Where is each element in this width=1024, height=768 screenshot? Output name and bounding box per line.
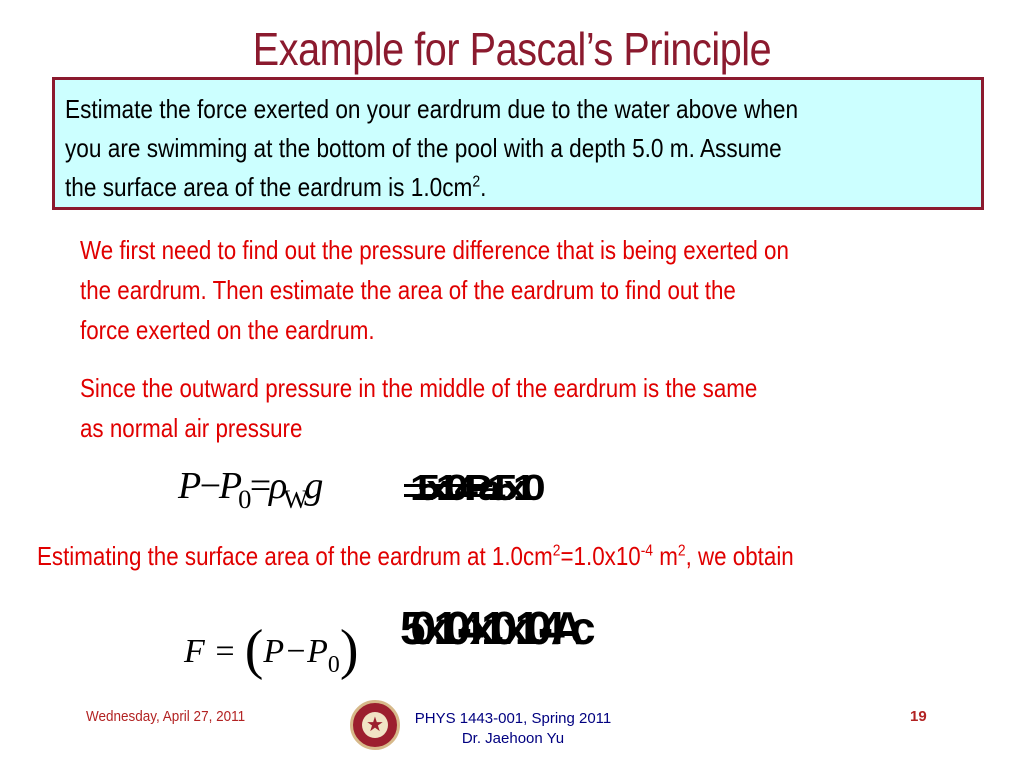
eq2-minus: − <box>284 633 308 670</box>
problem-line-3 <box>65 168 970 207</box>
eq1-minus: − <box>197 465 219 507</box>
estimate-sup-1: 2 <box>552 541 561 560</box>
explanation-p1-line-3: force exerted on the eardrum. <box>80 315 375 345</box>
eardrum-area-estimate <box>37 536 983 576</box>
estimate-sup-3: 2 <box>677 541 686 560</box>
estimate-text-d: , we obtain <box>685 541 794 571</box>
eq1-garbled-result: 1.5x104Pa1.5x10 <box>410 472 532 504</box>
eq1-g: g <box>304 465 320 507</box>
problem-line-3-text: the surface area of the eardrum is 1.0cm <box>65 172 473 202</box>
problem-superscript: 2 <box>472 172 481 191</box>
problem-line-1: Estimate the force exerted on your eardrum due to the water above when <box>65 94 799 124</box>
estimate-text-c: m <box>653 541 678 571</box>
eq1-sub-0: 0 <box>238 484 248 514</box>
eq2-f: F <box>184 633 205 670</box>
problem-line-3-end: . <box>480 172 487 202</box>
estimate-text-b: =1.0x10 <box>560 541 641 571</box>
problem-statement-box <box>52 77 984 210</box>
eq2-p: P <box>263 633 285 670</box>
eq2-garbled-result: 5.0x10-4x1.0x10-4Ac <box>400 606 582 650</box>
eq2-equals: = <box>213 633 237 670</box>
seal-star-icon: ★ <box>366 714 384 736</box>
eq2-left-paren: ( <box>244 619 264 681</box>
eq1-p: P <box>178 465 198 507</box>
estimate-text-a: Estimating the surface area of the eardrum at 1.0cm <box>37 541 553 571</box>
estimate-sup-2: -4 <box>640 541 654 560</box>
footer-date: Wednesday, April 27, 2011 <box>86 708 246 725</box>
eq1-sub-w: W <box>283 484 305 514</box>
eq1-p0: P <box>218 465 239 507</box>
page-number: 19 <box>910 708 927 725</box>
explanation-p1-line-2: the eardrum. Then estimate the area of the eardrum to find out the <box>80 275 736 305</box>
explanation-paragraph-2 <box>80 368 992 448</box>
explanation-paragraph-1 <box>80 230 992 350</box>
seal-center <box>362 712 388 738</box>
force-equation <box>184 612 359 681</box>
eq2-p0: P <box>307 633 328 670</box>
problem-statement-text <box>65 90 970 207</box>
eq1-rho: ρ <box>269 465 284 507</box>
eq2-sub-0: 0 <box>327 652 340 678</box>
footer-course-line-1: PHYS 1443-001, Spring 2011 <box>414 710 612 727</box>
eq2-right-paren: ) <box>339 619 359 681</box>
explanation-p2-line-1: Since the outward pressure in the middle of the eardrum is the same <box>80 373 758 403</box>
slide-title: Example for Pascal’s Principle <box>252 23 772 75</box>
university-seal-icon <box>350 700 400 750</box>
explanation-p2-line-2: as normal air pressure <box>80 413 303 443</box>
footer-instructor: Dr. Jaehoon Yu <box>461 730 565 747</box>
footer-course-info <box>408 709 618 749</box>
problem-line-2: you are swimming at the bottom of the pool with a depth 5.0 m. Assume <box>65 133 782 163</box>
explanation-p1-line-1: We first need to find out the pressure difference that is being exerted on <box>80 235 789 265</box>
eq1-equals: = <box>247 465 270 507</box>
pressure-equation <box>178 464 320 514</box>
